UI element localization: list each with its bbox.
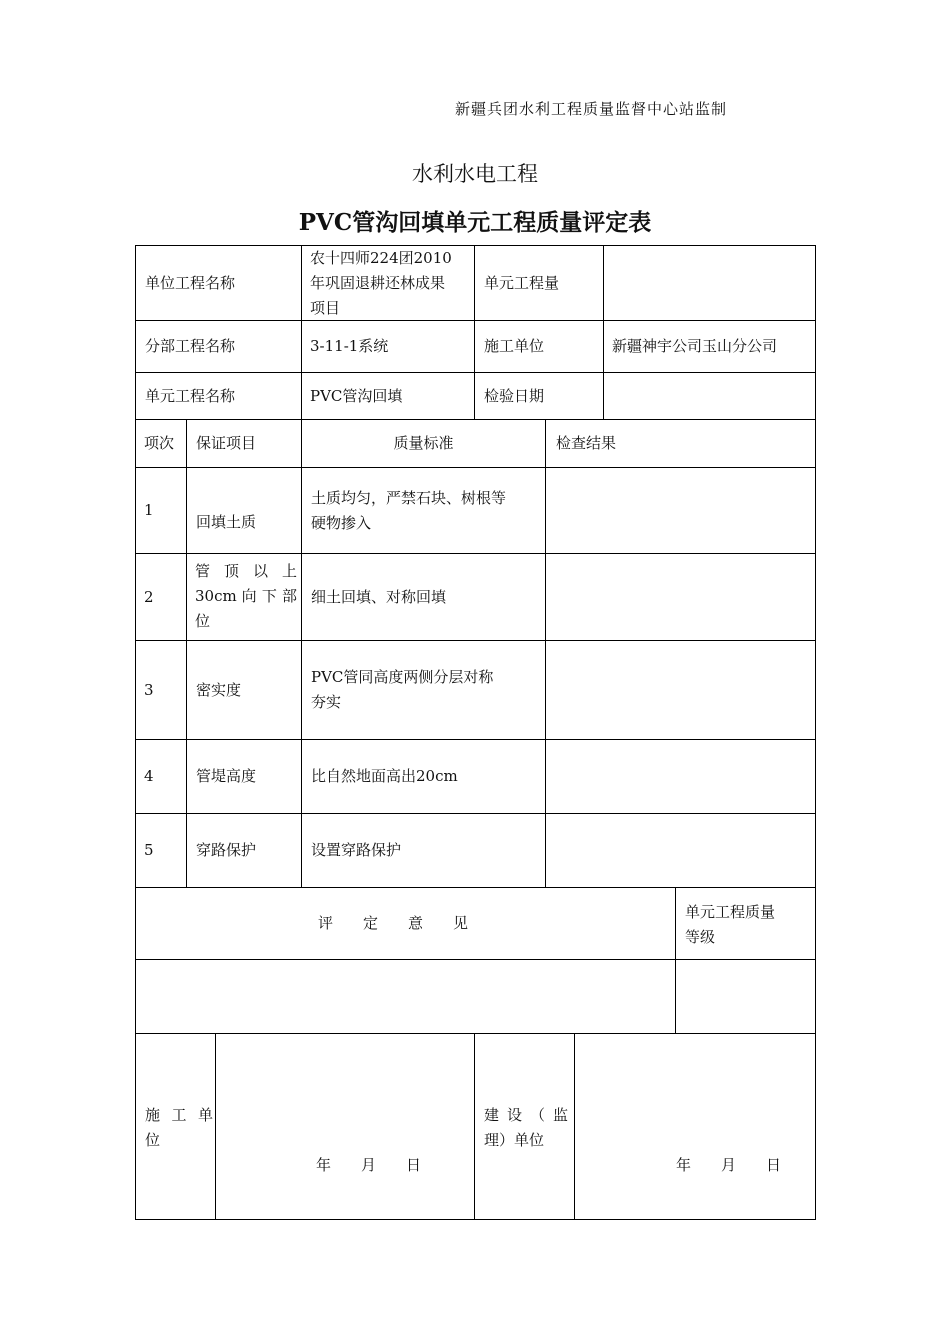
- row-5-standard: 设置穿路保护: [311, 841, 402, 859]
- unit-project-value-line: 项目: [310, 299, 341, 317]
- unit-project-value-line: 年巩固退耕还林成果: [310, 274, 446, 292]
- table-line: [474, 1033, 475, 1219]
- table-line: [603, 245, 604, 419]
- signature-label-line: 位: [145, 1131, 161, 1149]
- row-5-item: 穿路保护: [196, 841, 257, 859]
- row-1-standard: [311, 486, 543, 536]
- contractor-label: 施工单位: [484, 337, 545, 355]
- header-guarantee-item: 保证项目: [196, 434, 257, 452]
- table-line: [474, 245, 475, 419]
- inspect-date-value: [612, 373, 812, 419]
- row-4-result: [556, 740, 806, 813]
- signature-label-line: 建 设 （ 监: [484, 1106, 568, 1124]
- row-1-no: 1: [144, 501, 154, 519]
- sub-project-label: 分部工程名称: [145, 337, 236, 355]
- table-line: [675, 887, 676, 1033]
- standard-line: 硬物掺入: [311, 514, 372, 532]
- table-line: [135, 245, 136, 1220]
- row-1-item: 回填土质: [196, 513, 257, 531]
- header-quality-standard: 质量标准: [393, 434, 454, 452]
- item-line: 30cm 向 下 部: [195, 587, 297, 605]
- contractor-value: 新疆神宇公司玉山分公司: [612, 337, 778, 355]
- row-2-item: [195, 559, 297, 634]
- table-line: [301, 419, 302, 887]
- row-2-standard: 细土回填、对称回填: [311, 587, 447, 606]
- row-4-no: 4: [144, 767, 154, 785]
- row-2-no: 2: [144, 587, 154, 606]
- standard-line: 夯实: [311, 693, 342, 711]
- unit-quantity-value: [612, 246, 812, 320]
- row-3-no: 3: [144, 680, 154, 699]
- row-3-item: 密实度: [196, 680, 242, 699]
- standard-line: PVC管同高度两侧分层对称: [311, 668, 494, 686]
- table-line: [574, 1033, 575, 1219]
- table-line: [215, 1033, 216, 1219]
- unit-quantity-label: 单元工程量: [484, 273, 560, 292]
- row-1-result: [556, 468, 806, 553]
- row-5-no: 5: [144, 841, 154, 859]
- item-line: 管 顶 以 上: [195, 562, 297, 580]
- unit-project-value-line: 农十四师224团2010: [310, 249, 452, 267]
- document-subtitle: 水利水电工程: [412, 162, 538, 186]
- owner-supervisor-label: [484, 1103, 568, 1153]
- quality-grade-label: [685, 900, 810, 950]
- row-2-result: [556, 554, 806, 640]
- table-line: [815, 245, 816, 1220]
- row-3-result: [556, 641, 806, 739]
- sub-project-value: 3-11-1系统: [310, 337, 389, 355]
- evaluation-opinion-value: [145, 960, 670, 1033]
- unit-project-label: 单位工程名称: [145, 273, 236, 292]
- header-item-no: 项次: [144, 434, 175, 452]
- inspect-date-label: 检验日期: [484, 386, 545, 405]
- header-check-result: 检查结果: [556, 434, 617, 452]
- element-name-value: PVC管沟回填: [310, 386, 403, 405]
- signature-label-line: 理）单位: [484, 1131, 545, 1149]
- row-3-standard: [311, 665, 543, 715]
- table-line: [135, 1033, 815, 1034]
- owner-sign-date: 年 月 日: [676, 1156, 782, 1174]
- quality-grade-value: [685, 960, 810, 1033]
- evaluation-opinion-label: 评 定 意 见: [318, 914, 469, 932]
- standard-line: 土质均匀，严禁石块、树根等: [311, 489, 507, 507]
- grade-label-line: 单元工程质量: [685, 903, 776, 921]
- signature-label-line: 施 工 单: [145, 1106, 213, 1124]
- table-line: [301, 245, 302, 419]
- supervisor-note: 新疆兵团水利工程质量监督中心站监制: [455, 100, 728, 118]
- row-4-item: 管堤高度: [196, 767, 257, 785]
- table-line: [186, 419, 187, 887]
- element-name-label: 单元工程名称: [145, 386, 236, 405]
- construction-unit-label: [145, 1103, 213, 1153]
- row-4-standard: 比自然地面高出20cm: [311, 767, 458, 785]
- table-line: [545, 419, 546, 887]
- row-5-result: [556, 814, 806, 887]
- item-line: 位: [195, 612, 211, 630]
- grade-label-line: 等级: [685, 928, 716, 946]
- document-title: PVC管沟回填单元工程质量评定表: [298, 209, 652, 236]
- construction-sign-date: 年 月 日: [316, 1156, 422, 1174]
- unit-project-value: [310, 246, 472, 321]
- table-line: [135, 1219, 816, 1220]
